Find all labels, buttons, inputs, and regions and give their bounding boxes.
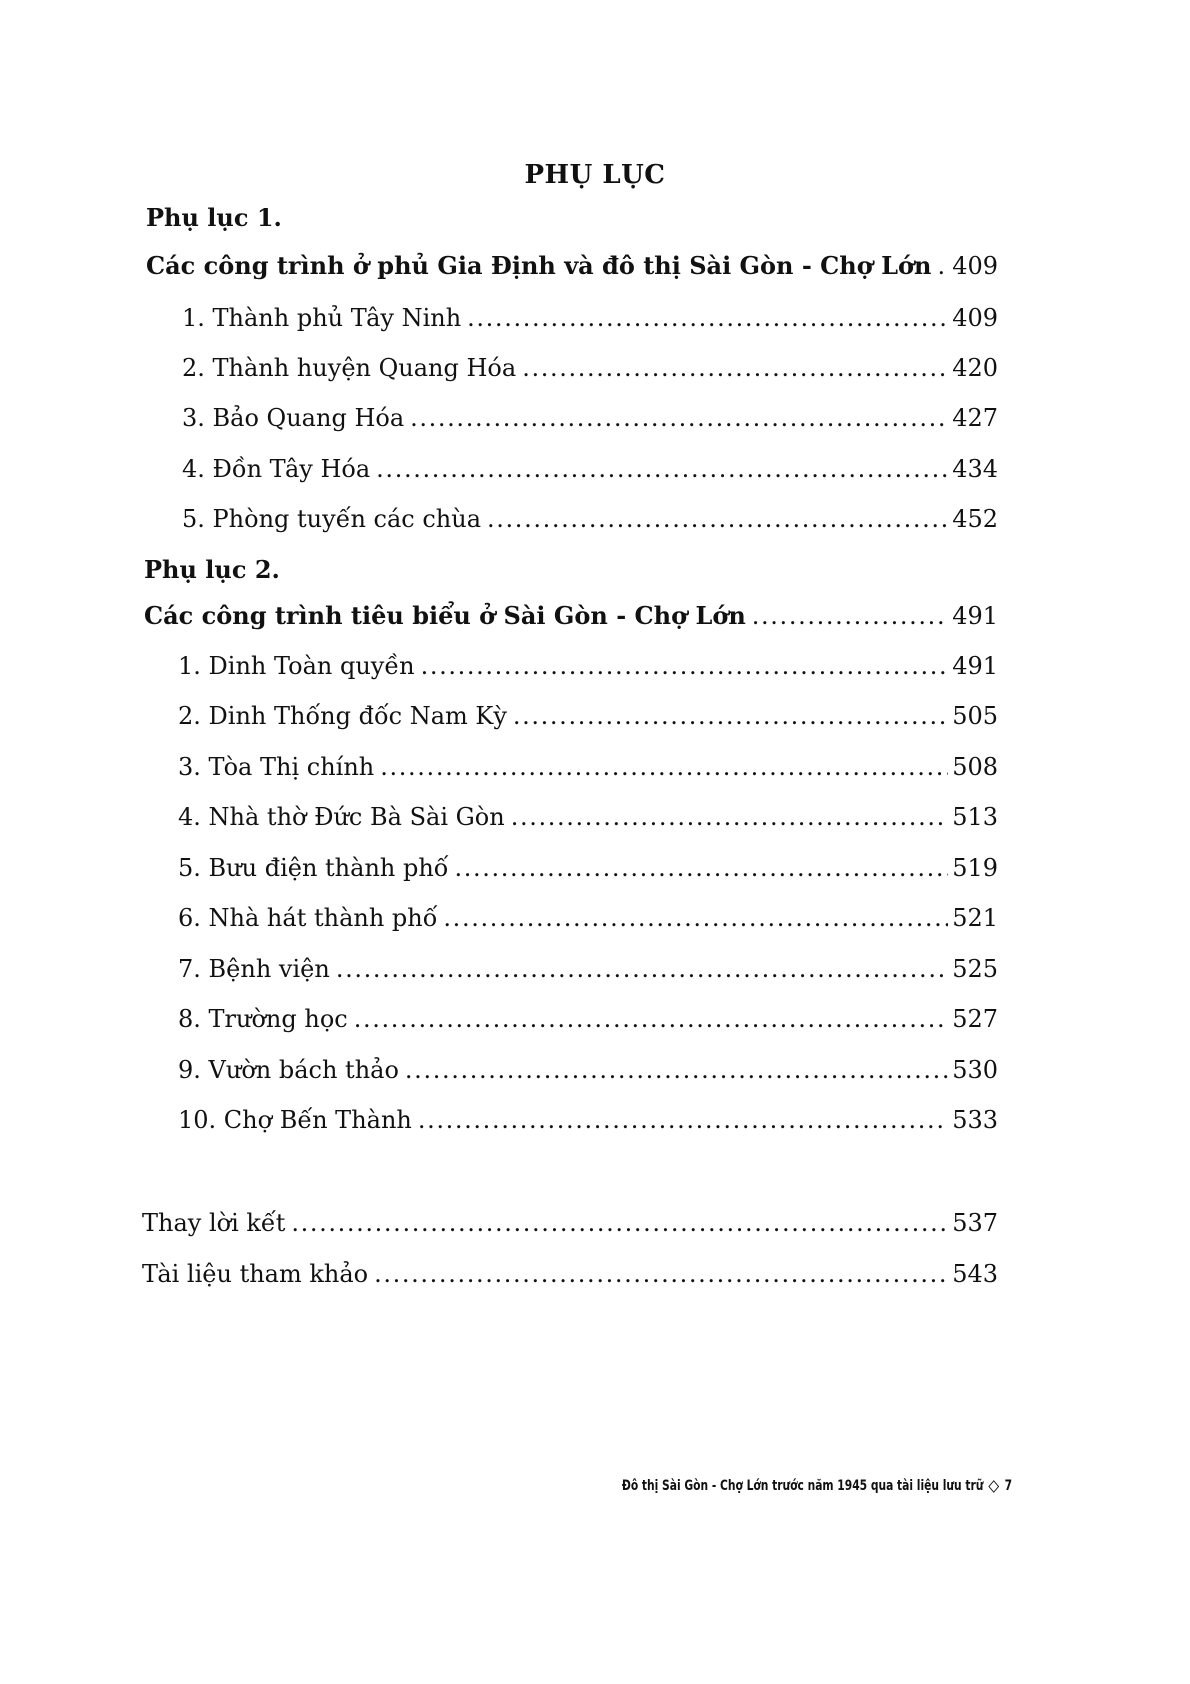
- toc-entry-label: Các công trình ở phủ Gia Định và đô thị Sài Gòn - Chợ Lớn: [146, 251, 932, 280]
- toc-entry-page: 537: [952, 1209, 998, 1237]
- toc-entry-label: 5. Bưu điện thành phố: [178, 854, 449, 882]
- toc-entry-label: 7. Bệnh viện: [178, 955, 330, 983]
- toc-entry-page: 543: [952, 1260, 998, 1288]
- toc-entry-page: 525: [952, 955, 998, 983]
- dot-leader: [487, 503, 948, 535]
- toc-entry-page: 409: [952, 304, 998, 332]
- toc-entry-page: 533: [952, 1106, 998, 1134]
- dot-leader: [937, 250, 948, 282]
- toc-entry-page: 530: [952, 1056, 998, 1084]
- toc-entry-references[interactable]: [142, 1258, 998, 1290]
- toc-entry-label: 1. Dinh Toàn quyền: [178, 652, 415, 680]
- toc-entry[interactable]: [178, 1003, 998, 1035]
- dot-leader: [376, 453, 948, 485]
- toc-entry-page: 409: [952, 252, 998, 280]
- toc-entry[interactable]: [182, 402, 998, 434]
- toc-entry-label: Các công trình tiêu biểu ở Sài Gòn - Chợ Lớn: [144, 601, 746, 630]
- toc-entry[interactable]: [182, 503, 998, 535]
- dot-leader: [380, 751, 948, 783]
- toc-entry[interactable]: [178, 650, 998, 682]
- toc-entry-label: 5. Phòng tuyến các chùa: [182, 505, 482, 533]
- toc-entry-label: 6. Nhà hát thành phố: [178, 904, 438, 932]
- toc-entry-label: 8. Trường học: [178, 1005, 348, 1033]
- toc-entry-label: 4. Nhà thờ Đức Bà Sài Gòn: [178, 803, 505, 831]
- dot-leader: [405, 1054, 948, 1086]
- toc-entry-page: 519: [952, 854, 998, 882]
- dot-leader: [443, 902, 948, 934]
- toc-entry[interactable]: [182, 352, 998, 384]
- toc-entry-label: 10. Chợ Bến Thành: [178, 1106, 412, 1134]
- dot-leader: [513, 700, 948, 732]
- toc-entry[interactable]: [178, 801, 998, 833]
- toc-entry-page: 434: [952, 455, 998, 483]
- toc-entry-page: 491: [952, 652, 998, 680]
- toc-entry-page: 427: [952, 404, 998, 432]
- dot-leader: [374, 1258, 948, 1290]
- dot-leader: [421, 650, 949, 682]
- toc-entry-page: 513: [952, 803, 998, 831]
- running-footer: [622, 1478, 1012, 1494]
- toc-entry[interactable]: [178, 953, 998, 985]
- toc-entry-label: 3. Tòa Thị chính: [178, 753, 375, 781]
- toc-entry[interactable]: [178, 852, 998, 884]
- toc-entry-page: 491: [952, 602, 998, 630]
- dot-leader: [467, 302, 948, 334]
- dot-leader: [455, 852, 949, 884]
- toc-entry[interactable]: [178, 902, 998, 934]
- dot-leader: [752, 600, 948, 632]
- appendix-2-main-entry[interactable]: [144, 600, 998, 632]
- appendix-1-main-entry[interactable]: [146, 250, 998, 282]
- toc-entry-label: 2. Dinh Thống đốc Nam Kỳ: [178, 702, 507, 730]
- toc-entry-page: 420: [952, 354, 998, 382]
- appendix-2-heading: Phụ lục 2.: [144, 555, 280, 584]
- toc-entry-page: 508: [952, 753, 998, 781]
- toc-entry[interactable]: [178, 1104, 998, 1136]
- toc-entry-page: 452: [952, 505, 998, 533]
- diamond-icon: [989, 1480, 1000, 1493]
- toc-entry-label: Tài liệu tham khảo: [142, 1260, 369, 1288]
- dot-leader: [354, 1003, 948, 1035]
- toc-entry-label: Thay lời kết: [142, 1209, 286, 1237]
- toc-entry[interactable]: [182, 453, 998, 485]
- toc-entry-page: 505: [952, 702, 998, 730]
- dot-leader: [410, 402, 948, 434]
- toc-entry[interactable]: [178, 1054, 998, 1086]
- dot-leader: [291, 1207, 948, 1239]
- toc-entry-page: 521: [952, 904, 998, 932]
- toc-entry-label: 3. Bảo Quang Hóa: [182, 404, 405, 432]
- dot-leader: [511, 801, 948, 833]
- toc-entry[interactable]: [178, 751, 998, 783]
- footer-book-title: Đô thị Sài Gòn - Chợ Lớn trước năm 1945 qua tài liệu lưu trữ: [621, 1478, 984, 1494]
- toc-entry-label: 4. Đồn Tây Hóa: [182, 455, 371, 483]
- toc-entry-page: 527: [952, 1005, 998, 1033]
- toc-entry-label: 9. Vườn bách thảo: [178, 1056, 399, 1084]
- appendix-1-heading: Phụ lục 1.: [146, 203, 282, 232]
- dot-leader: [418, 1104, 948, 1136]
- page-title: PHỤ LỤC: [524, 160, 666, 190]
- toc-entry[interactable]: [178, 700, 998, 732]
- toc-entry-label: 1. Thành phủ Tây Ninh: [182, 304, 462, 332]
- toc-entry-closing[interactable]: [142, 1207, 998, 1239]
- dot-leader: [336, 953, 948, 985]
- toc-entry[interactable]: [182, 302, 998, 334]
- footer-page-number: 7: [1004, 1478, 1012, 1494]
- dot-leader: [522, 352, 948, 384]
- toc-entry-label: 2. Thành huyện Quang Hóa: [182, 354, 517, 382]
